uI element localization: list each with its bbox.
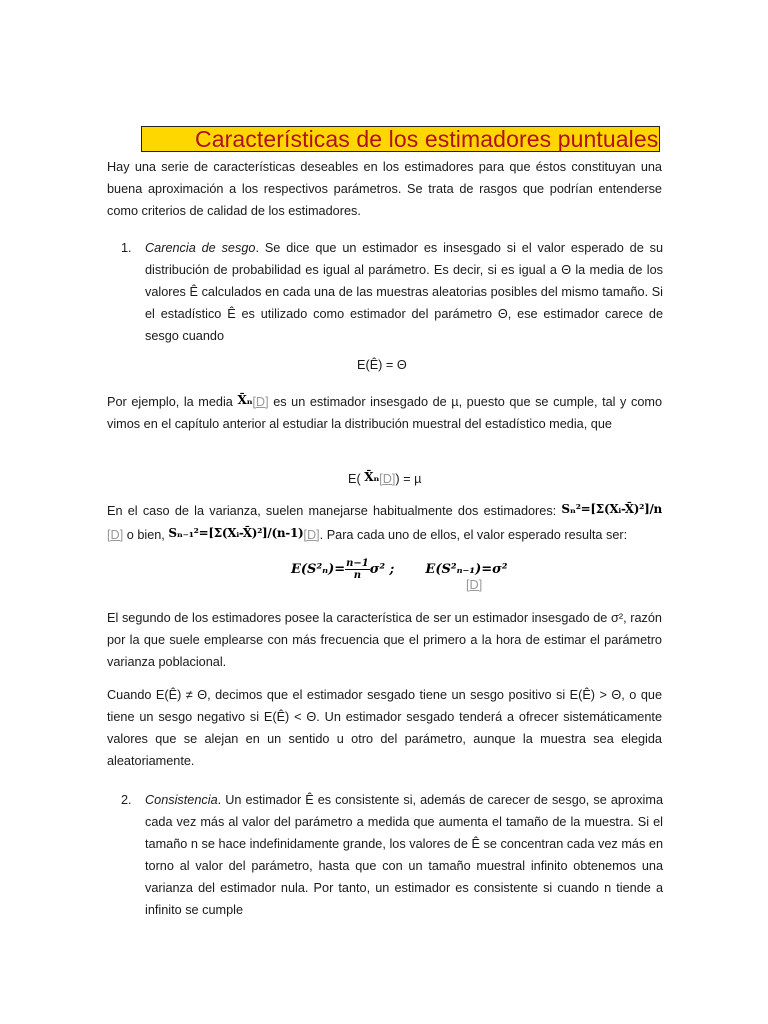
second-estimator-paragraph: El segundo de los estimadores posee la característica de ser un estimador insesgado de σ², razón por la que suele emplearse con más frecuencia que el primero a la hora de estimar el parámetro varianza poblacional. xyxy=(107,611,662,669)
term-carencia-de-sesgo: Carencia de sesgo xyxy=(145,241,256,255)
variance-text-before: En el caso de la varianza, suelen manejarse habitualmente dos estimadores: xyxy=(107,504,562,518)
variance-paragraph xyxy=(107,498,662,546)
variance-text-middle: o bien, xyxy=(123,528,169,542)
fraction xyxy=(345,558,370,581)
mean-text-after: es un estimador insesgado de µ, puesto que se cumple, tal y como vimos en el capítulo anterior al estudiar la distribución muestral del estadístico media, que xyxy=(107,395,662,431)
formula-mean-expectation xyxy=(348,466,421,490)
variance-text-after: . Para cada uno de ellos, el valor esperado resulta ser: xyxy=(319,528,628,542)
list-number-1: 1. xyxy=(121,241,132,255)
item1-text: . Se dice que un estimador es insesgado si el valor esperado de su distribución de probabilidad es igual al parámetro. Es decir, si es igual a Θ la media de los valores Ê calculados en cada una de las muestras aleatorias posibles del mismo tamaño. Si el estadístico Ê es utilizado como estimador del parámetro Θ, ese estimador carece de sesgo cuando xyxy=(145,241,663,343)
variance-formula-n-minus-1-image: Sₙ₋₁²=[Σ(Xᵢ-X̄)²]/(n-1) xyxy=(168,526,304,540)
mean-paragraph xyxy=(107,389,662,435)
bias-paragraph: Cuando E(Ê) ≠ Θ, decimos que el estimador sesgado tiene un sesgo positivo si E(Ê) > Θ, o que tiene un sesgo negativo si E(Ê) < Θ. Un estimador sesgado tenderá a ofrecer sistemáticamente valores que se alejan en un sentido u otro del parámetro, aunque la muestra sea elegida aleatoriamente. xyxy=(107,688,662,768)
expectation-left-tail: σ² ; xyxy=(369,562,395,577)
title-banner xyxy=(141,126,660,152)
fraction-numerator: n−1 xyxy=(346,558,369,569)
item2-text: . Un estimador Ê es consistente si, además de carecer de sesgo, se aproxima cada vez más al valor del parámetro a medida que aumenta el tamaño de la muestra. Si el tamaño n se hace indefinidamente grande, los valores de Ê se concentran cada vez más en torno al valor del parámetro, hasta que con un tamaño muestral infinito obtenemos una varianza del estimador nula. Por tanto, un estimador es consistente si cuando n tiende a infinito se cumple xyxy=(145,793,663,917)
sample-mean-symbol-image: X̄ₙ xyxy=(364,470,380,484)
definition-link[interactable]: [D] xyxy=(379,472,396,486)
expectation-right: E(S²ₙ₋₁)=σ² xyxy=(425,562,508,577)
mean-formula-after: ) = µ xyxy=(395,472,422,486)
term-consistencia: Consistencia xyxy=(145,793,218,807)
page-title: Características de los estimadores puntuales xyxy=(195,126,659,152)
expectation-left: E(S²ₙ)= xyxy=(291,562,346,577)
definition-link[interactable]: [D] xyxy=(466,578,483,592)
list-item-unbiasedness xyxy=(145,237,663,347)
intro-paragraph: Hay una serie de características deseables en los estimadores para que éstos constituyan una buena aproximación a los respectivos parámetros. Se trata de rasgos que podrían entenderse como criterios de calidad de los estimadores. xyxy=(107,160,662,218)
mean-formula-before: E( xyxy=(348,472,365,486)
definition-link[interactable]: [D] xyxy=(252,395,269,409)
definition-link[interactable]: [D] xyxy=(107,528,124,542)
definition-link[interactable]: [D] xyxy=(303,528,320,542)
mean-text-before: Por ejemplo, la media xyxy=(107,395,238,409)
variance-formula-n-image: Sₙ²=[Σ(Xᵢ-X̄)²]/n xyxy=(561,502,662,516)
sample-mean-symbol-image: X̄ₙ xyxy=(237,393,253,407)
formula-unbiased: E(Ê) = Θ xyxy=(357,358,407,372)
fraction-denominator: n xyxy=(353,570,362,581)
list-number-2: 2. xyxy=(121,793,132,807)
list-item-consistency xyxy=(145,789,663,921)
